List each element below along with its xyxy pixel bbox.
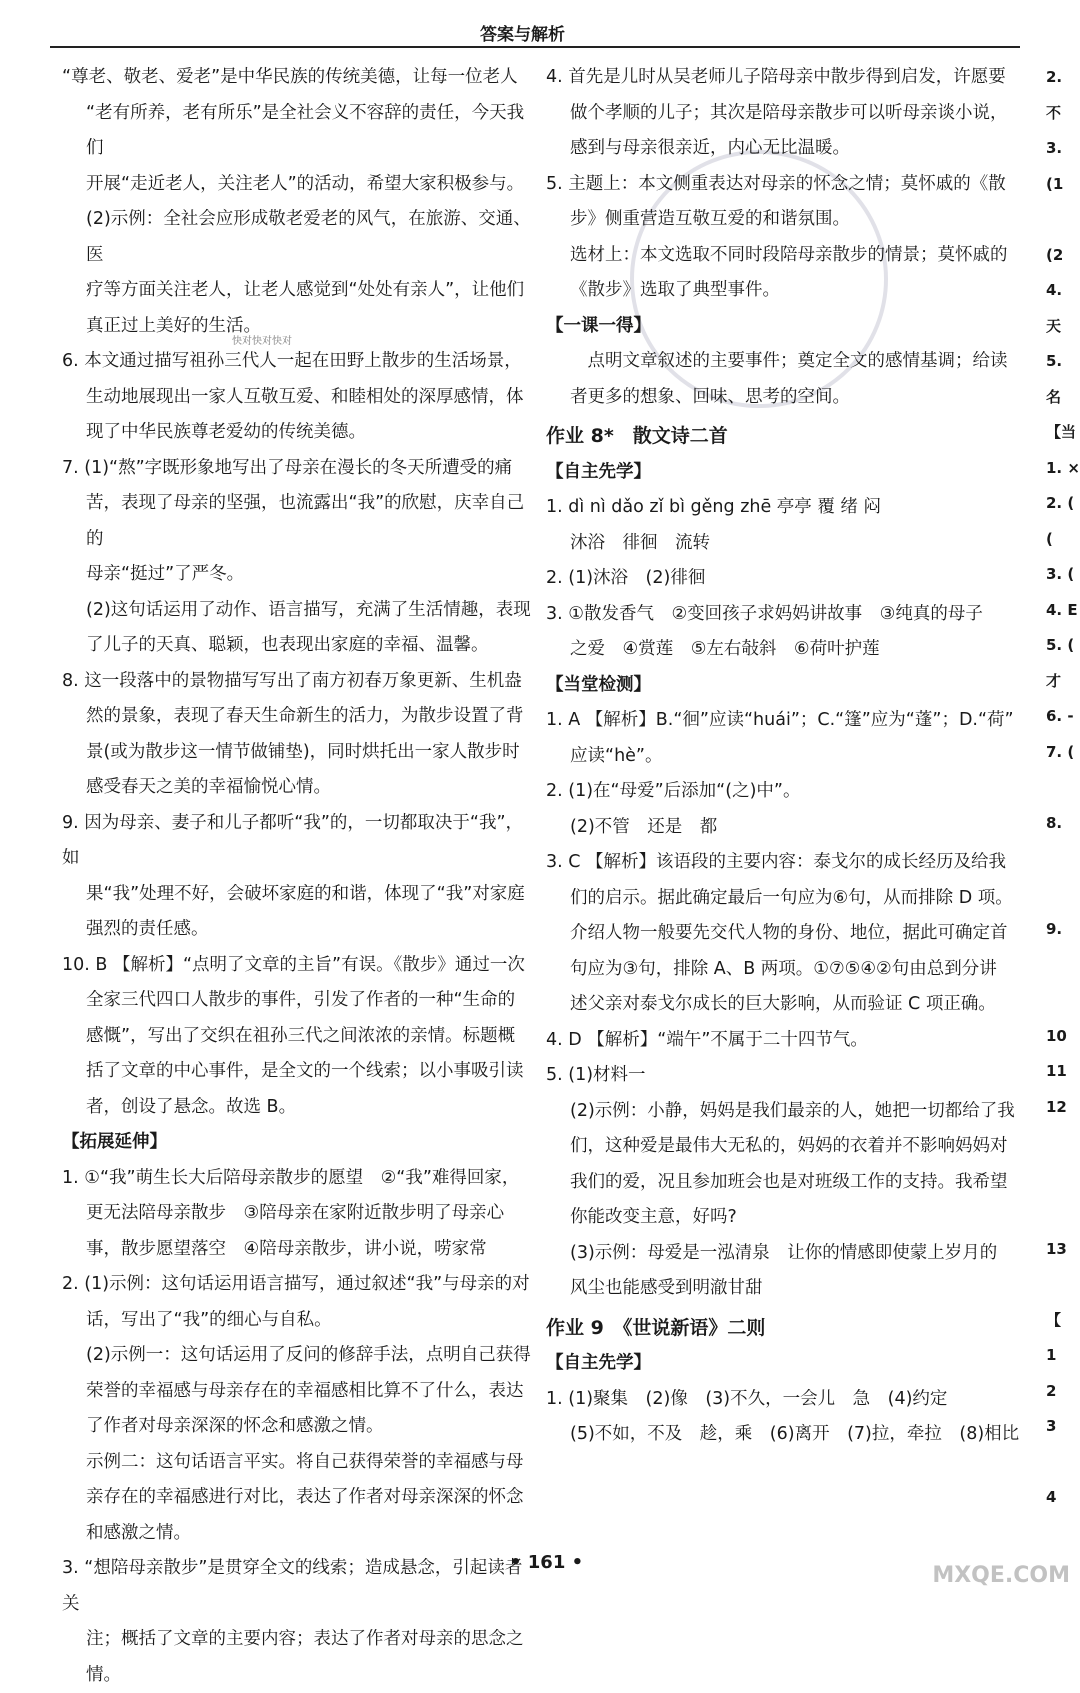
text-line: 更无法陪母亲散步 ③陪母亲在家附近散步明了母亲心 [86,1203,505,1223]
text-line: 2. (1)沐浴 (2)徘徊 [546,568,706,588]
text-line: 6. 本文通过描写祖孙三代人一起在田野上散步的生活场景， [62,351,522,371]
cropped-line: 5. 名 [1046,352,1068,406]
text-line: 括了文章的中心事件，是全文的一个线索；以小事吸引读 [86,1061,524,1081]
text-line: (2)不管 还是 都 [570,816,718,837]
cropped-line: 9. [1046,920,1063,938]
text-line: 2. (1)在“母爱”后添加“(之)中”。 [546,781,801,801]
text-line: 5. (1)材料一 [546,1065,646,1085]
cropped-line [1046,1161,1080,1197]
text-line: “尊老、敬老、爱老”是中华民族的传统美德，让每一位老人 [62,67,518,87]
text-line: 9. 因为母亲、妻子和儿子都听“我”的，一切都取决于“我”，如 [62,812,524,868]
cropped-line [1046,1125,1080,1161]
text-line: 1. A 【解析】B.“徊”应读“huái”；C.“篷”应为“蓬”；D.“荷” [546,710,1014,730]
left-column [62,60,532,1693]
page-number: • 161 • [510,1552,584,1573]
cropped-line [1046,202,1080,238]
text-line: 选材上：本文选取不同时段陪母亲散步的情景；莫怀戚的 [570,244,1008,265]
cropped-line: 10 [1046,1026,1067,1045]
section-title: 作业 8* 散文诗二首 [546,425,728,447]
section-heading: 【自主先学】 [546,461,651,482]
text-line: 沐浴 徘徊 流转 [570,532,710,553]
cropped-line [1046,983,1080,1019]
text-line: 点明文章叙述的主要事件；奠定全文的感情基调；给读 [570,351,1008,371]
text-line: 景(或为散步这一情节做铺垫)，同时烘托出一家人散步时 [86,741,520,762]
text-line: 步》侧重营造互敬互爱的和谐氛围。 [570,209,850,229]
section-title: 作业 9 《世说新语》二则 [546,1316,766,1339]
cropped-line: 3 [1046,1417,1057,1435]
text-line: 事，散步愿望落空 ④陪母亲散步，讲小说，唠家常 [86,1238,487,1259]
text-line: 应读“hè”。 [570,745,663,766]
cropped-line: 2 [1046,1381,1057,1400]
text-line: 感受春天之美的幸福愉悦心情。 [86,777,331,797]
text-line: (5)不如，不及 趁，乘 (6)离开 (7)拉，牵拉 (8)相比 [570,1424,1020,1444]
text-line: 真正过上美好的生活。 [86,315,261,336]
text-line: 4. 首先是儿时从吴老师儿子陪母亲中散步得到启发，许愿要 [546,67,1006,87]
cropped-line: 6. - [1046,707,1074,725]
text-line: 示例二：这句话语言平实。将自己获得荣誉的幸福感与母 [86,1451,524,1472]
cropped-line [1046,877,1080,913]
header-title: 答案与解析 [480,25,565,45]
text-line: 疗等方面关注老人，让老人感觉到“处处有亲人”，让他们 [86,280,525,300]
text-line: (3)示例：母爱是一泓清泉 让你的情感即使蒙上岁月的 [570,1242,998,1263]
cropped-line: 【 [1046,1310,1062,1329]
text-line: 感慨”，写出了交织在祖孙三代之间浓浓的亲情。标题概 [86,1025,516,1046]
text-line: 开展“走近老人，关注老人”的活动，希望大家积极参与。 [86,173,525,194]
text-line: (2)示例一：这句话运用了反问的修辞手法，点明自己获得 [86,1345,531,1365]
site-watermark: MXQE.COM [932,1563,1070,1588]
text-line: 生动地展现出一家人互敬互爱、和睦相处的深厚感情，体 [86,386,524,407]
cropped-line: 4. 天 [1046,281,1068,335]
text-line: 之爱 ④赏莲 ⑤左右敧斜 ⑥荷叶护莲 [570,639,880,659]
text-line: 全家三代四口人散步的事件，引发了作者的一种“生命的 [86,990,516,1010]
cropped-line [1046,1445,1080,1481]
text-line: 8. 这一段落中的景物描写写出了南方初春万象更新、生机盎 [62,670,522,691]
cropped-line: 才 [1046,671,1062,690]
header-rule [50,46,1020,48]
cropped-line: 3. ( [1046,565,1075,583]
text-line: 果“我”处理不好，会破坏家庭的和谐，体现了“我”对家庭 [86,883,525,904]
text-line: 介绍人物一般要先交代人物的身份、地位，据此可确定首 [570,923,1008,943]
middle-column [546,60,1028,1453]
text-line: 话，写出了“我”的细心与自私。 [86,1309,332,1330]
cropped-line: 【当 [1046,423,1077,441]
cropped-line: 8. [1046,813,1063,832]
text-line: 3. ①散发香气 ②变回孩子求妈妈讲故事 ③纯真的母子 [546,603,983,624]
text-line: 1. dì nì dǎo zǐ bì gěng zhē 亭亭 覆 绪 闷 [546,497,881,517]
cropped-line: ( [1046,529,1053,548]
text-line: 述父亲对泰戈尔成长的巨大影响，从而验证 C 项正确。 [570,994,996,1014]
text-line: 母亲“挺过”了严冬。 [86,564,245,584]
text-line: 了儿子的天真、聪颖，也表现出家庭的幸福、温馨。 [86,635,489,655]
cropped-line: 12 [1046,1097,1067,1116]
cropped-line [1046,1196,1080,1232]
cropped-line: 13 [1046,1239,1067,1258]
text-line: 然的景象，表现了春天生命新生的活力，为散步设置了背 [86,706,524,726]
text-line: 和感激之情。 [86,1522,191,1543]
cropped-line: 1. × [1046,458,1080,477]
text-line: 《散步》选取了典型事件。 [570,280,780,300]
cropped-line: 4. E [1046,600,1078,619]
text-line: 亲存在的幸福感进行对比，表达了作者对母亲深深的怀念 [86,1487,524,1507]
section-heading: 【当堂检测】 [546,674,651,695]
text-line: 荣誉的幸福感与母亲存在的幸福感相比算不了什么，表达 [86,1380,524,1401]
text-line: 我们的爱，况且参加班会也是对班级工作的支持。我希望 [570,1171,1008,1192]
text-line: 3. C 【解析】该语段的主要内容：泰戈尔的成长经历及给我 [546,852,1007,872]
text-line: 做个孝顺的儿子；其次是陪母亲散步可以听母亲谈小说， [570,102,1008,123]
section-heading: 【一课一得】 [546,315,651,336]
cropped-line [1046,948,1080,984]
cropped-line: 1 [1046,1346,1057,1364]
text-line: 现了中华民族尊老爱幼的传统美德。 [86,422,366,442]
cropped-line [1046,841,1080,877]
text-line: 1. (1)聚集 (2)像 (3)不久，一会儿 急 (4)约定 [546,1388,948,1409]
cropped-line: 5. ( [1046,636,1075,654]
cropped-line: 4 [1046,1488,1057,1506]
text-line: (2)示例：小静，妈妈是我们最亲的人，她把一切都给了我 [570,1100,1015,1121]
text-line: 注；概括了文章的主要内容；表达了作者对母亲的思念之情。 [86,1629,524,1685]
cropped-line [1046,1267,1080,1303]
cropped-line: 7. ( [1046,742,1075,761]
text-line: 们，这种爱是最伟大无私的，妈妈的衣着并不影响妈妈对 [570,1136,1008,1156]
text-line: 句应为③句，排除 A、B 两项。①⑦⑤④②句由总到分讲 [570,958,997,979]
text-line: 者，创设了悬念。故选 B。 [86,1096,297,1117]
text-line: (2)这句话运用了动作、语言描写，充满了生活情趣，表现 [86,599,531,620]
cropped-line: 11 [1046,1062,1067,1080]
mini-watermark: 快对快对快对 [232,336,292,347]
cropped-line: (2 [1046,245,1064,264]
text-line: 5. 主题上：本文侧重表达对母亲的怀念之情；莫怀戚的《散 [546,173,1006,194]
text-line: 苦，表现了母亲的坚强，也流露出“我”的欣慰，庆幸自己的 [86,493,525,549]
text-line: 10. B 【解析】“点明了文章的主旨”有误。《散步》通过一次 [62,954,525,975]
cropped-line: 3. (1 [1046,139,1068,193]
text-line: 7. (1)“熬”字既形象地写出了母亲在漫长的冬天所遭受的痛 [62,457,513,478]
text-line: 3. “想陪母亲散步”是贯穿全文的线索；造成悬念，引起读者关 [62,1558,523,1614]
text-line: 们的启示。据此确定最后一句应为⑥句，从而排除 D 项。 [570,887,1013,908]
text-line: “老有所养，老有所乐”是全社会义不容辞的责任，今天我们 [86,102,525,158]
text-line: 强烈的责任感。 [86,919,209,939]
cropped-line: 2. 不 [1046,68,1068,122]
cropped-line [1046,770,1080,806]
text-line: 了作者对母亲深深的怀念和感激之情。 [86,1416,384,1436]
text-line: 者更多的想象、回味、思考的空间。 [570,386,850,407]
text-line: 你能改变主意，好吗? [570,1207,737,1227]
text-line: 感到与母亲很亲近，内心无比温暖。 [570,138,850,158]
text-line: 1. ①“我”萌生长大后陪母亲散步的愿望 ②“我”难得回家， [62,1167,520,1188]
cropped-line: 2. ( [1046,494,1075,512]
section-heading: 【拓展延伸】 [62,1132,167,1152]
page-header [0,0,1080,48]
text-line: (2)示例：全社会应形成敬老爱老的风气，在旅游、交通、医 [86,209,531,265]
right-column-cropped [1046,60,1080,1516]
section-heading: 【自主先学】 [546,1353,651,1373]
text-line: 2. (1)示例：这句话运用语言描写，通过叙述“我”与母亲的对 [62,1274,530,1294]
text-line: 风尘也能感受到明澈甘甜 [570,1278,763,1298]
text-line: 4. D 【解析】“端午”不属于二十四节气。 [546,1029,868,1050]
